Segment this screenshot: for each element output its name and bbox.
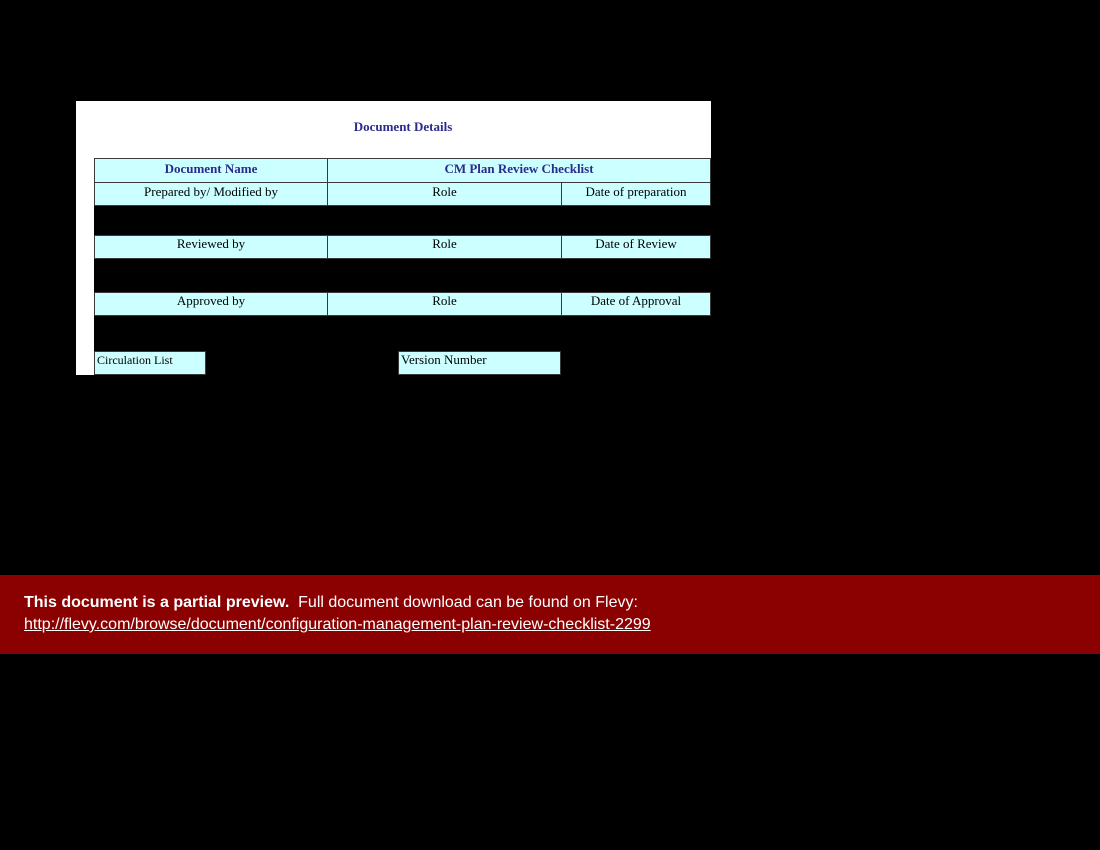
document-name-value: CM Plan Review Checklist [327, 158, 711, 183]
prepared-by-label: Prepared by/ Modified by [94, 182, 328, 206]
document-panel-margin [76, 158, 94, 375]
preview-notice [24, 594, 638, 612]
document-name-label: Document Name [94, 158, 328, 183]
version-number-label: Version Number [398, 351, 561, 375]
preview-banner [0, 575, 1100, 654]
approved-role-label: Role [327, 292, 562, 316]
approved-by-label: Approved by [94, 292, 328, 316]
date-of-review-label: Date of Review [561, 235, 711, 259]
circulation-list-label: Circulation List [94, 351, 206, 375]
document-title: Document Details [353, 119, 453, 134]
reviewed-role-label: Role [327, 235, 562, 259]
date-of-approval-label: Date of Approval [561, 292, 711, 316]
flevy-download-link[interactable]: http://flevy.com/browse/document/configuration-management-plan-review-checklist-2299 [24, 616, 651, 633]
reviewed-by-label: Reviewed by [94, 235, 328, 259]
date-of-preparation-label: Date of preparation [561, 182, 711, 206]
preview-notice-text: Full document download can be found on Flevy: [298, 594, 638, 611]
prepared-role-label: Role [327, 182, 562, 206]
preview-notice-bold: This document is a partial preview. [24, 594, 290, 611]
